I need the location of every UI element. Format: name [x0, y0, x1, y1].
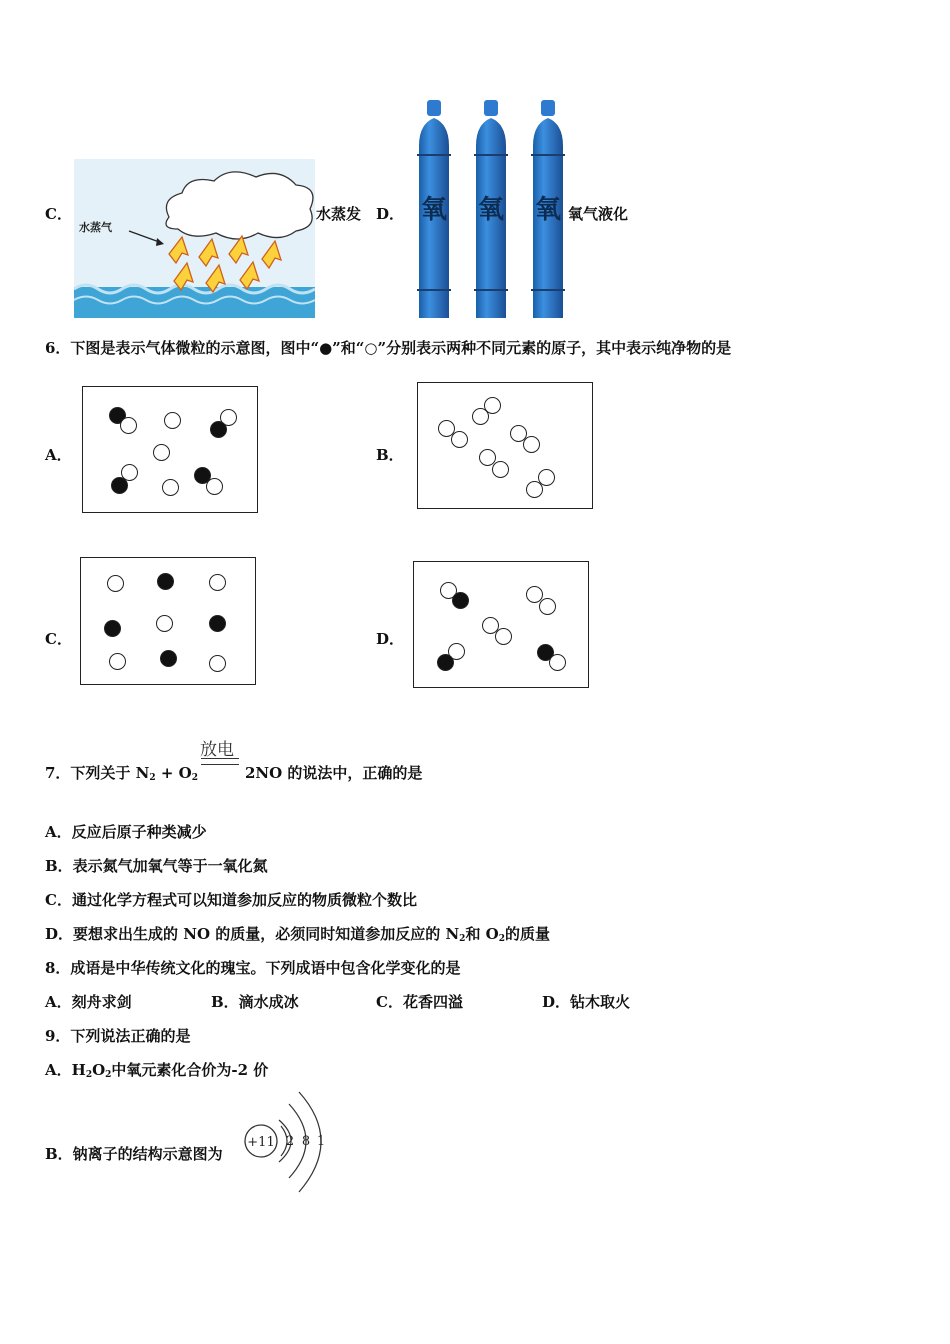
black-atom — [157, 573, 174, 590]
reaction-condition: 放电 — [200, 740, 234, 760]
q7-option-d-part3: 的质量 — [505, 925, 551, 943]
shell-1-electrons: 2 — [285, 1134, 295, 1149]
white-atom — [523, 436, 540, 453]
white-atom — [539, 598, 556, 615]
black-atom — [209, 615, 226, 632]
q7-option-d-n2-subscript: 2 — [459, 934, 466, 944]
oxygen-cylinders-image — [415, 100, 568, 318]
black-atom — [437, 654, 454, 671]
q9-stem: 9．下列说法正确的是 — [45, 1027, 191, 1045]
q9-option-a — [45, 1059, 268, 1080]
q7-option-d-part1: D．要想求出生成的 NO 的质量，必须同时知道参加反应的 N — [45, 925, 460, 943]
shell-2-electrons: 8 — [301, 1134, 311, 1149]
white-atom — [472, 408, 489, 425]
q7-option-c: C．通过化学方程式可以知道参加反应的物质微粒个数比 — [45, 891, 417, 909]
q7-option-d — [45, 923, 550, 944]
q7-option-a: A．反应后原子种类减少 — [45, 823, 207, 841]
water-vapor-label: 水蒸气 — [79, 221, 112, 234]
white-atom — [492, 461, 509, 478]
nucleus-charge: +11 — [247, 1135, 275, 1150]
white-atom — [120, 417, 137, 434]
q8-option-d: D．钻木取火 — [542, 993, 631, 1011]
equals-sign — [201, 758, 239, 765]
q9-option-b: B．钠离子的结构示意图为 — [45, 1145, 223, 1163]
q6-option-a-diagram — [82, 386, 258, 513]
water-evaporation-image — [74, 159, 315, 318]
q7-option-d-o2-subscript: 2 — [498, 934, 505, 944]
q7-o2-subscript: 2 — [191, 773, 198, 783]
q5-option-c-text: 水蒸发 — [316, 205, 362, 223]
q5-option-c-label: C． — [45, 205, 72, 223]
black-atom — [452, 592, 469, 609]
q6-option-a-label: A． — [45, 446, 72, 464]
white-atom — [209, 574, 226, 591]
white-atom — [495, 628, 512, 645]
white-atom — [109, 653, 126, 670]
q5-option-d-label: D． — [376, 205, 405, 223]
q9-option-a-part1: A．H — [45, 1061, 86, 1079]
black-atom — [210, 421, 227, 438]
q6-option-c-diagram — [80, 557, 256, 685]
q7-plus-o: + O — [155, 764, 192, 782]
q6-option-d-label: D． — [376, 630, 405, 648]
sodium-ion-structure-diagram — [243, 1090, 328, 1196]
shell-3-electrons: 1 — [316, 1134, 326, 1149]
black-atom — [104, 620, 121, 637]
q9-h2-subscript: 2 — [85, 1070, 93, 1080]
black-atom — [111, 477, 128, 494]
cylinder-label-1: 氧 — [420, 195, 448, 225]
q6-option-b-label: B． — [376, 446, 404, 464]
white-atom — [209, 655, 226, 672]
q6-option-d-diagram — [413, 561, 589, 688]
cylinder-label-3: 氧 — [534, 195, 562, 225]
q9-o2-subscript: 2 — [105, 1070, 112, 1080]
q5-option-d-text: 氧气液化 — [568, 205, 629, 223]
white-atom — [206, 478, 223, 495]
white-atom — [164, 412, 181, 429]
q9-option-a-part3: 中氧元素化合价为-2 价 — [111, 1061, 269, 1079]
q7-option-b: B．表示氮气加氧气等于一氧化氮 — [45, 857, 268, 875]
q7-stem-suffix: 2NO 的说法中，正确的是 — [245, 764, 423, 782]
q6-stem: 6．下图是表示气体微粒的示意图，图中“●”和“○”分别表示两种不同元素的原子，其中表示纯净物的是 — [45, 339, 732, 357]
q6-option-b-diagram — [417, 382, 593, 509]
q8-option-a: A．刻舟求剑 — [45, 993, 132, 1011]
q7-stem — [45, 762, 198, 783]
white-atom — [162, 479, 179, 496]
q7-n2-subscript: 2 — [149, 773, 156, 783]
white-atom — [451, 431, 468, 448]
black-atom — [160, 650, 177, 667]
white-atom — [549, 654, 566, 671]
white-atom — [156, 615, 173, 632]
q8-option-c: C．花香四溢 — [376, 993, 463, 1011]
q7-option-d-part2: 和 O — [465, 925, 499, 943]
cylinder-label-2: 氧 — [477, 195, 505, 225]
q7-stem-prefix: 7．下列关于 N — [45, 764, 150, 782]
white-atom — [107, 575, 124, 592]
q9-option-a-part2: O — [92, 1061, 106, 1079]
q8-stem: 8．成语是中华传统文化的瑰宝。下列成语中包含化学变化的是 — [45, 959, 461, 977]
q8-option-b: B．滴水成冰 — [211, 993, 299, 1011]
white-atom — [153, 444, 170, 461]
q6-option-c-label: C． — [45, 630, 72, 648]
white-atom — [526, 481, 543, 498]
